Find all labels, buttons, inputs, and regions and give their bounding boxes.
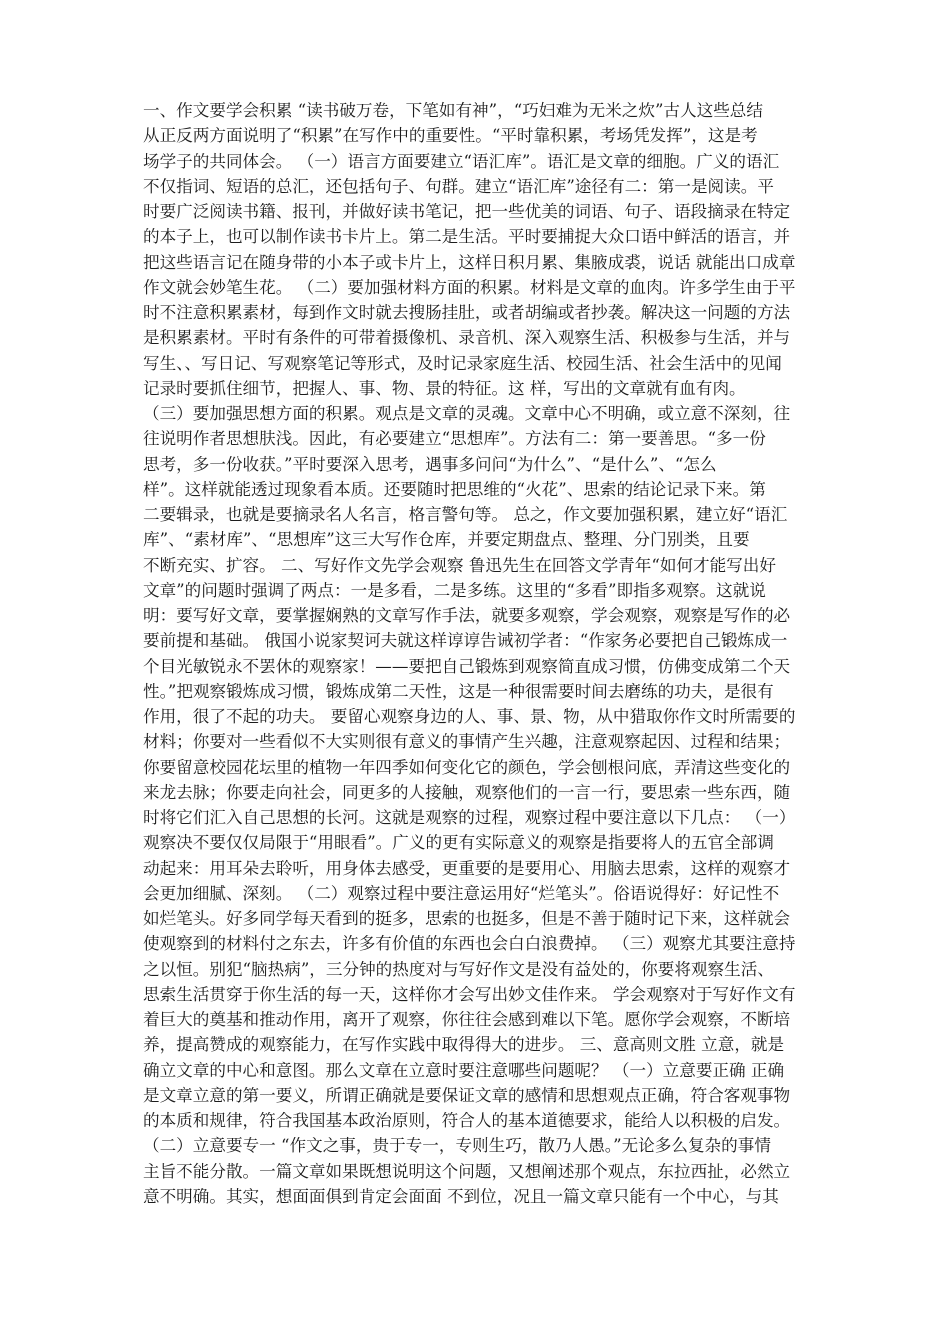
text-line: 一、作文要学会积累 “读书破万卷，下笔如有神”，“巧妇难为无米之炊”古人这些总结: [143, 101, 763, 120]
text-line: 场学子的共同体会。 （一）语言方面要建立“语汇库”。语汇是文章的细胞。广义的语汇: [143, 151, 780, 171]
text-line: 记录时要抓住细节，把握人、事、物、景的特征。这 样，写出的文章就有血有肉。: [143, 378, 746, 398]
text-line: 时要广泛阅读书籍、报刊，并做好读书笔记，把一些优美的词语、句子、语段摘录在特定: [143, 202, 791, 221]
text-line: 不断充实、扩容。 二、写好作文先学会观察 鲁迅先生在回答文学青年“如何才能写出好: [143, 555, 776, 575]
text-line: 思考，多一份收获。”平时要深入思考，遇事多问问“为什么”、“是什么”、“怎么: [143, 454, 717, 474]
text-line: 样”。这样就能透过现象看本质。还要随时把思维的“火花”、思索的结论记录下来。第: [143, 479, 766, 499]
text-line: 写生、、写日记、写观察笔记等形式，及时记录家庭生活、校园生活、社会生活中的见闻: [143, 353, 782, 373]
text-line: 时将它们汇入自己思想的长河。这就是观察的过程，观察过程中要注意以下几点： （一）: [143, 808, 796, 827]
text-line: 来龙去脉；你要走向社会，同更多的人接触，观察他们的一言一行，要思索一些东西，随: [143, 782, 791, 802]
text-line: 不仅指词、短语的总汇，还包括句子、句群。建立“语汇库”途径有二：第一是阅读。平: [143, 176, 774, 196]
text-line: 往说明作者思想肤浅。因此，有必要建立“思想库”。方法有二：第一要善思。“多一份: [143, 429, 766, 449]
document-body: [143, 98, 809, 1209]
text-line: 性。”把观察锻炼成习惯，锻炼成第二天性，这是一种很需要时间去磨练的功夫，是很有: [143, 681, 774, 701]
text-line: 明：要写好文章，要掌握娴熟的文章写作手法，就要多观察，学会观察，观察是写作的必: [143, 606, 791, 625]
text-line: 二要辑录，也就是要摘录名人名言，格言警句等。 总之，作文要加强积累，建立好“语汇: [143, 505, 788, 524]
text-line: 作用，很了不起的功夫。 要留心观察身边的人、事、景、物，从中猎取你作文时所需要的: [143, 707, 796, 726]
text-line: 的本子上，也可以制作读书卡片上。第二是生活。平时要捕捉大众口语中鲜活的语言，并: [143, 227, 791, 247]
text-line: 动起来：用耳朵去聆听，用身体去感受，更重要的是要用心、用脑去思索，这样的观察才: [143, 858, 791, 878]
text-line: 着巨大的奠基和推动作用，离开了观察，你往往会感到难以下笔。愿你学会观察，不断培: [143, 1010, 791, 1029]
text-line: 是文章立意的第一要义，所谓正确就是要保证文章的感情和思想观点正确，符合客观事物: [143, 1085, 791, 1105]
text-line: 你要留意校园花坛里的植物一年四季如何变化它的颜色，学会刨根问底，弄清这些变化的: [143, 757, 791, 777]
text-line: 之以恒。别犯“脑热病”，三分钟的热度对与写好作文是没有益处的，你要将观察生活、: [143, 959, 774, 979]
text-line: 如烂笔头。好多同学每天看到的挺多，思索的也挺多，但是不善于随时记下来，这样就会: [143, 909, 791, 928]
text-line: 把这些语言记在随身带的小本子或卡片上，这样日积月累、集腋成裘，说话 就能出口成章: [143, 252, 796, 272]
text-line: 时不注意积累素材，每到作文时就去搜肠挂肚，或者胡编或者抄袭。解决这一问题的方法: [143, 303, 791, 322]
text-line: 主旨不能分散。一篇文章如果既想说明这个问题，又想阐述那个观点，东拉西扯，必然立: [143, 1161, 791, 1181]
text-line: 个目光敏锐永不罢休的观察家！——要把自己锻炼到观察简直成习惯，仿佛变成第二个天: [143, 656, 791, 676]
text-line: 思索生活贯穿于你生活的每一天，这样你才会写出妙文佳作来。 学会观察对于写好作文有: [143, 984, 796, 1004]
text-line: 养，提高赞成的观察能力，在写作实践中取得得大的进步。 三、意高则文胜 立意，就是: [143, 1035, 785, 1055]
text-line: 从正反两方面说明了“积累”在写作中的重要性。“平时靠积累，考场凭发挥”，这是考: [143, 126, 758, 146]
text-line: 观察决不要仅仅局限于“用眼看”。广义的更有实际意义的观察是指要将人的五官全部调: [143, 833, 774, 853]
text-line: 作文就会妙笔生花。 （二）要加强材料方面的积累。材料是文章的血肉。许多学生由于平: [143, 277, 796, 297]
text-line: 使观察到的材料付之东去，许多有价值的东西也会白白浪费掉。 （三）观察尤其要注意持: [143, 934, 796, 954]
text-line: 要前提和基础。 俄国小说家契诃夫就这样谆谆告诫初学者：“作家务必要把自己锻炼成一: [143, 631, 788, 651]
text-line: （二）立意要专一 “作文之事，贵于专一，专则生巧，散乃人愚。”无论多么复杂的事情: [143, 1136, 771, 1156]
text-line: 材料；你要对一些看似不大实则很有意义的事情产生兴趣，注意观察起因、过程和结果；: [143, 732, 791, 752]
text-line: 是积累素材。平时有条件的可带着摄像机、录音机、深入观察生活、积极参与生活，并与: [143, 328, 791, 348]
text-line: 确立文章的中心和意图。那么文章在立意时要注意哪些问题呢？ （一）立意要正确 正确: [143, 1060, 785, 1080]
text-line: 库”、“素材库”、“思想库”这三大写作仓库，并要定期盘点、整理、分门别类，且要: [143, 530, 750, 550]
text-line: 会更加细腻、深刻。 （二）观察过程中要注意运用好“烂笔头”。俗语说得好：好记性不: [143, 883, 780, 903]
text-line: 的本质和规律，符合我国基本政治原则，符合人的基本道德要求，能给人以积极的启发。: [143, 1111, 791, 1130]
text-line: 文章”的问题时强调了两点：一是多看，二是多练。这里的“多看”即指多观察。这就说: [143, 580, 766, 600]
text-line: （三）要加强思想方面的积累。观点是文章的灵魂。文章中心不明确，或立意不深刻，往: [143, 404, 791, 423]
text-line: 意不明确。其实，想面面俱到肯定会面面 不到位，况且一篇文章只能有一个中心，与其: [143, 1186, 779, 1206]
